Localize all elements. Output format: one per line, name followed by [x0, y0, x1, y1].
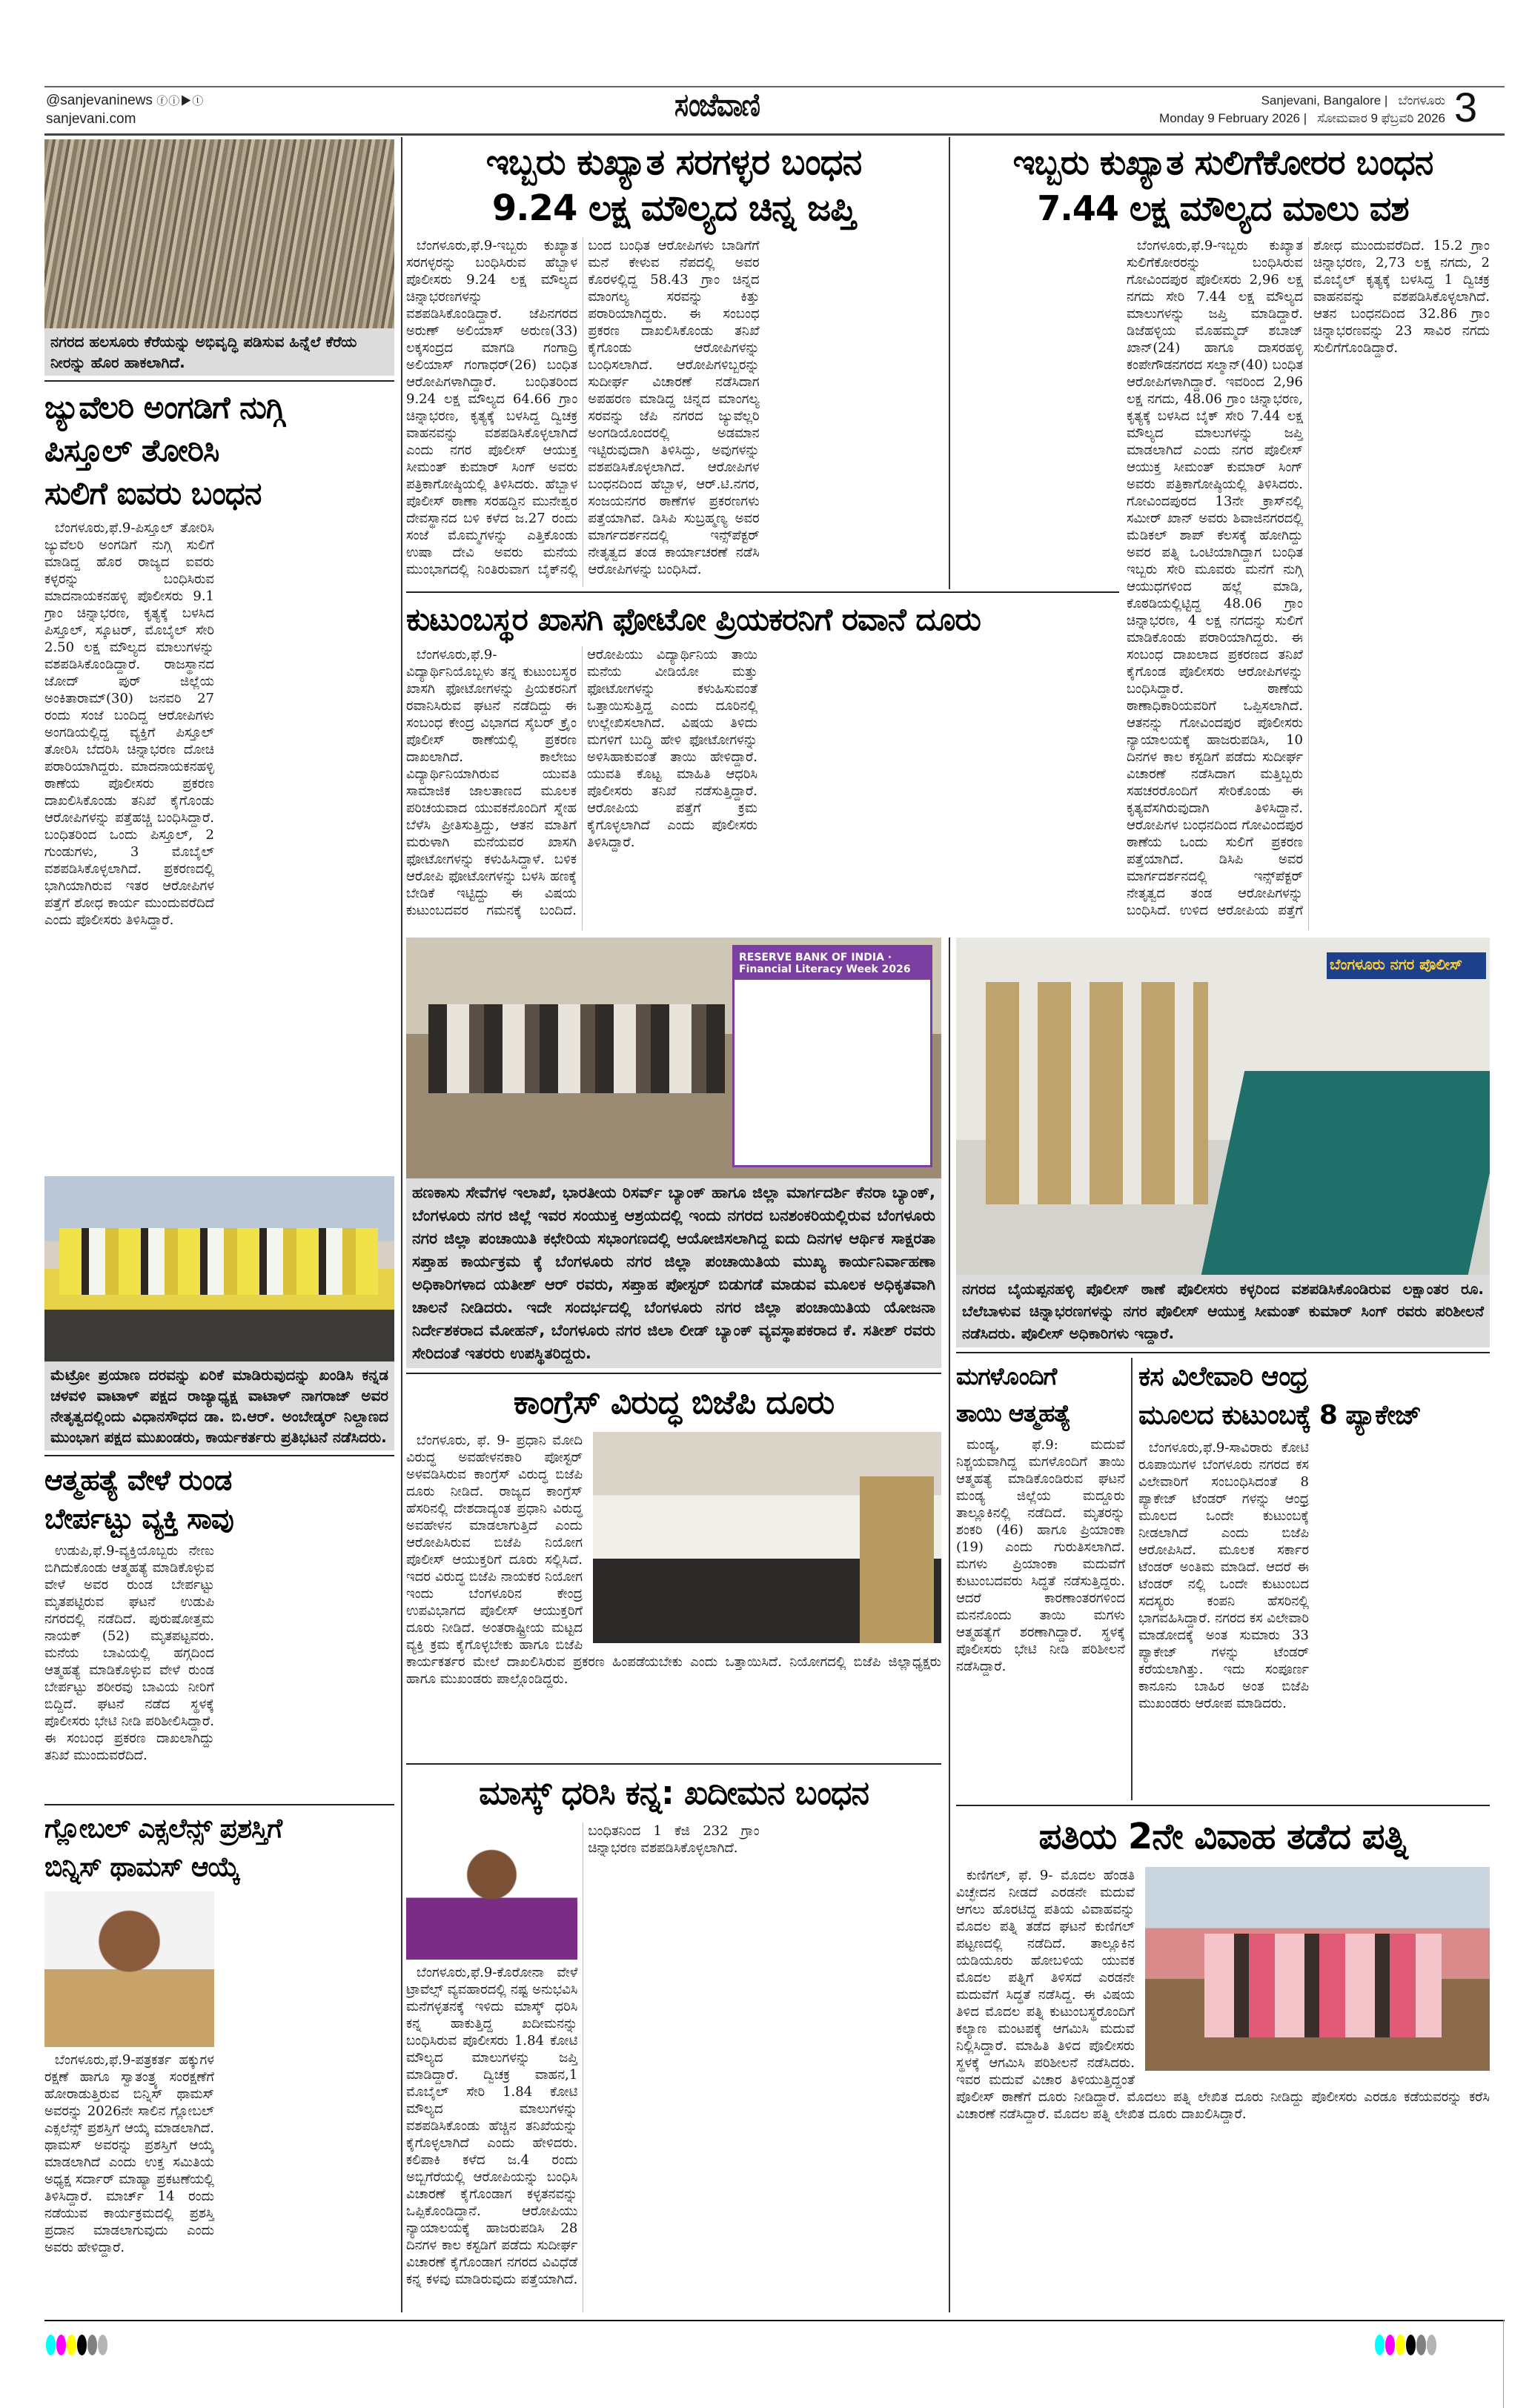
global-headline: ಗ್ಲೋಬಲ್ ಎಕ್ಸಲೆನ್ಸ್ ಪ್ರಶಸ್ತಿಗೆ ಬಿನ್ನಿಸ್ ಥಾಮಸ್ ಆಯ್ಕೆ	[44, 1814, 282, 1883]
mother-suicide-headline: ಮಗಳೊಂದಿಗೆ ತಾಯಿ ಆತ್ಮಹತ್ಯೆ	[956, 1362, 1071, 1427]
family-photo-headline: ಕುಟುಂಬಸ್ಥರ ಖಾಸಗಿ ಫೋಟೋ ಪ್ರಿಯಕರನಿಗೆ ರವಾನೆ ದೂರು	[406, 601, 981, 637]
bjp-delegation-photo	[593, 1432, 941, 1643]
light-gray-swatch	[1427, 2335, 1436, 2355]
logo: ಸಂಜೆವಾಣಿ	[674, 87, 760, 124]
cyan-swatch	[46, 2335, 56, 2355]
date-en: Monday 9 February 2026 |	[1159, 111, 1307, 125]
edition-kn: ಬೆಂಗಳೂರು	[1398, 93, 1445, 107]
police-banner: ಬೆಂಗಳೂರು ನಗರ ಪೊಲೀಸ್	[1327, 952, 1486, 979]
wedding-crowd-photo	[1145, 1867, 1490, 2071]
registration-marks-right	[1375, 2335, 1437, 2358]
youtube-icon[interactable]: ▶	[180, 95, 193, 107]
edition: Sanjevani, Bangalore |	[1261, 93, 1388, 107]
magenta-swatch	[56, 2335, 66, 2355]
robbers-headline: ಇಬ್ಬರು ಕುಖ್ಯಾತ ಸುಲಿಗೆಕೋರರ ಬಂಧನ 7.44 ಲಕ್ಷ ಮೌಲ್ಯದ ಮಾಲು ವಶ	[1012, 142, 1433, 228]
global-article: ಬೆಂಗಳೂರು,ಫೆ.9-ಪತ್ರಕರ್ತ ಹಕ್ಕುಗಳ ರಕ್ಷಣೆ ಹಾಗೂ ಸ್ವಾತಂತ್ರ್ಯ ಸಂರಕ್ಷಣೆಗೆ ಹೋರಾಡುತ್ತಿರುವ ಬಿನ್ನಿಸ್ ಥಾಮಸ್ ಅವರನ್ನು 2026ನೇ ಸಾಲಿನ ಗ್ಲೋಬಲ್ ಎಕ್ಸಲೆನ್ಸ್ ಪ್ರಶಸ್ತಿಗೆ ಆಯ್ಕೆ ಮಾಡಲಾಗಿದೆ. ಥಾಮಸ್ ಅವರನ್ನು ಪ್ರಶಸ್ತಿಗೆ ಆಯ್ಕೆ ಮಾಡಲಾಗಿದೆ ಎಂದು ಉಕ್ತ ಸಮಿತಿಯ ಅಧ್ಯಕ್ಷ ಸರ್ದಾರ್ ಮಾಹ್ಯಾ ಪ್ರಕಟಣೆಯಲ್ಲಿ ತಿಳಿಸಿದ್ದಾರೆ. ಮಾರ್ಚ್ 14 ರಂದು ನಡೆಯುವ ಕಾರ್ಯಕ್ರಮದಲ್ಲಿ ಪ್ರಶಸ್ತಿ ಪ್ರದಾನ ಮಾಡಲಾಗುವುದು ಎಂದು ಅವರು ಹೇಳಿದ್ದಾರೆ.	[44, 1891, 394, 2312]
police-caption: ನಗರದ ಬೈಯಪ್ಪನಹಳ್ಳಿ ಪೊಲೀಸ್ ಠಾಣೆ ಪೊಲೀಸರು ಕಳ್ಳರಿಂದ ವಶಪಡಿಸಿಕೊಂಡಿರುವ ಲಕ್ಷಾಂತರ ರೂ. ಬೆಲೆಬಾಳುವ ಚಿನ್ನಾಭರಣಗಳನ್ನು ನಗರ ಪೊಲೀಸ್ ಆಯುಕ್ತ ಸೀಮಂತ್ ಕುಮಾರ್ ಸಿಂಗ್ ರವರು ಪರಿಶೀಲನೆ ನಡೆಸಿದರು. ಪೊಲೀಸ್ ಅಧಿಕಾರಿಗಳು ಇದ್ದಾರೆ.	[956, 1275, 1490, 1347]
twitter-icon[interactable]: ⓣ	[192, 95, 205, 107]
robbers-article: ಬೆಂಗಳೂರು,ಫೆ.9-ಇಬ್ಬರು ಕುಖ್ಯಾತ ಸುಲಿಗೆಕೋರರನ್ನು ಬಂಧಿಸಿರುವ ಗೋವಿಂದಪುರ ಪೊಲೀಸರು 2,96 ಲಕ್ಷ ನಗದು ಸೇರಿ 7.44 ಲಕ್ಷ ಮೌಲ್ಯದ ಮಾಲುಗಳನ್ನು ಜಪ್ತಿ ಮಾಡಿದ್ದಾರೆ. ಡಿಜೆಹಳ್ಳಿಯ ಮೊಹಮ್ಮದ್ ಶಬಾಜ್ ಖಾನ್(24) ಹಾಗೂ ದಾಸರಹಳ್ಳಿ ಕಂಪೇಗೌಡನಗರದ ಸಲ್ಮಾನ್(40) ಬಂಧಿತ ಆರೋಪಿಗಳಾಗಿದ್ದಾರೆ. ಇವರಿಂದ 2,96 ಲಕ್ಷ ನಗದು, 48.06 ಗ್ರಾಂ ಚಿನ್ನಾಭರಣ, ಕೃತ್ಯಕ್ಕೆ ಬಳಸಿದ ಬೈಕ್ ಸೇರಿ 7.44 ಲಕ್ಷ ಮೌಲ್ಯದ ಮಾಲುಗಳನ್ನು ಜಪ್ತಿ ಮಾಡಲಾಗಿದೆ ಎಂದು ನಗರ ಪೊಲೀಸ್ ಆಯುಕ್ತ ಸೀಮಂತ್ ಕುಮಾರ್ ಸಿಂಗ್ ಅವರು ಪತ್ರಿಕಾಗೋಷ್ಠಿಯಲ್ಲಿ ತಿಳಿಸಿದರು. ಗೋವಿಂದಪುರದ 13ನೇ ಕ್ರಾಸ್‌ನಲ್ಲಿ ಸಮೀರ್ ಖಾನ್ ಅವರು ಶಿವಾಜಿನಗರದಲ್ಲಿ ಮೆಡಿಕಲ್ ಶಾಪ್ ಕೆಲಸಕ್ಕೆ ಹೋಗಿದ್ದು ಅವರ ಪತ್ನಿ ಒಂಟಿಯಾಗಿದ್ದಾಗ ಬಂಧಿತ ಇಬ್ಬರು ಸೇರಿ ಮೂವರು ಮನೆಗೆ ನುಗ್ಗಿ ಆಯುಧಗಳಿಂದ ಹಲ್ಲೆ ಮಾಡಿ, ಕೊಠಡಿಯಲ್ಲಿಟ್ಟಿದ್ದ 48.06 ಗ್ರಾಂ ಚಿನ್ನಾಭರಣ, 4 ಲಕ್ಷ ನಗದನ್ನು ಸುಲಿಗೆ ಮಾಡಿಕೊಂಡು ಪರಾರಿಯಾಗಿದ್ದರು. ಈ ಸಂಬಂಧ ದಾಖಲಾದ ಪ್ರಕರಣದ ತನಿಖೆ ಕೈಗೊಂಡ ಪೊಲೀಸರು ಆರೋಪಿಗಳನ್ನು ಬಂಧಿಸಿದ್ದಾರೆ. ಠಾಣೆಯ ಠಾಣಾಧಿಕಾರಿಯವರಿಗೆ ಒಪ್ಪಿಸಲಾಗಿದೆ. ಆತನನ್ನು ಗೋವಿಂದಪುರ ಪೊಲೀಸರು ನ್ಯಾಯಾಲಯಕ್ಕೆ ಹಾಜರುಪಡಿಸಿ, 10 ದಿನಗಳ ಕಾಲ ಕಸ್ಟಡಿಗೆ ಪಡೆದು ಸುದೀರ್ಘ ವಿಚಾರಣೆ ನಡೆಸಿದಾಗ ಮತ್ತಿಬ್ಬರು ಸಹಚರರೊಂದಿಗೆ ಸೇರಿಕೊಂಡು ಈ ಕೃತ್ಯವೆಸಗಿರುವುದಾಗಿ ತಿಳಿಸಿದ್ದಾನೆ. ಆರೋಪಿಗಳ ಬಂಧನದಿಂದ ಗೋವಿಂದಪುರ ಠಾಣೆಯ ಒಂದು ಸುಲಿಗೆ ಪ್ರಕರಣ ಪತ್ತೆಯಾಗಿದೆ. ಡಿಸಿಪಿ ಅವರ ಮಾರ್ಗದರ್ಶನದಲ್ಲಿ ಇನ್ಸ್‌ಪೆಕ್ಟರ್ ನೇತೃತ್ವದ ತಂಡ ಆರೋಪಿಗಳನ್ನು ಬಂಧಿಸಿದೆ. ಉಳಿದ ಆರೋಪಿಯ ಪತ್ತೆಗೆ ಶೋಧ ಮುಂದುವರೆದಿದೆ. 15.2 ಗ್ರಾಂ ಚಿನ್ನಾಭರಣ, 2,73 ಲಕ್ಷ ನಗದು, 2 ಮೊಬೈಲ್ ಕೃತ್ಯಕ್ಕೆ ಬಳಸಿದ್ದ 1 ದ್ವಿಚಕ್ರ ವಾಹನವನ್ನು ವಶಪಡಿಸಿಕೊಳ್ಳಲಾಗಿದೆ. ಆತನ ಬಂಧನದಿಂದ 32.86 ಗ್ರಾಂ ಚಿನ್ನಾಭರಣವನ್ನು 23 ಸಾವಿರ ನಗದು ಸುಲಿಗೆಗೊಂಡಿದ್ದಾರೆ.	[1127, 238, 1490, 918]
magenta-swatch	[1385, 2335, 1395, 2355]
robbers-lead-column	[956, 237, 1121, 930]
social-icons	[156, 95, 204, 107]
registration-marks-left	[46, 2335, 108, 2358]
cyan-swatch	[1375, 2335, 1385, 2355]
event-banner: RESERVE BANK OF INDIA · Financial Literacy Week 2026	[735, 947, 930, 980]
yellow-swatch	[67, 2335, 76, 2355]
gray-swatch	[87, 2335, 97, 2355]
event-caption: ಹಣಕಾಸು ಸೇವೆಗಳ ಇಲಾಖೆ, ಭಾರತೀಯ ರಿಸರ್ವ್ ಬ್ಯಾಂಕ್ ಹಾಗೂ ಜಿಲ್ಲಾ ಮಾರ್ಗದರ್ಶಿ ಕೆನರಾ ಬ್ಯಾಂಕ್, ಬೆಂಗಳೂರು ನಗರ ಜಿಲ್ಲೆ ಇವರ ಸಂಯುಕ್ತ ಆಶ್ರಯದಲ್ಲಿ ಇಂದು ನಗರದ ಬನಶಂಕರಿಯಲ್ಲಿರುವ ಬೆಂಗಳೂರು ನಗರ ಜಿಲ್ಲಾ ಪಂಚಾಯಿತಿ ಕಛೇರಿಯ ಸಭಾಂಗಣದಲ್ಲಿ ಆಯೋಜಿಸಲಾಗಿದ್ದ ಐದು ದಿನಗಳ ಆರ್ಥಿಕ ಸಾಕ್ಷರತಾ ಸಪ್ತಾಹ ಕಾರ್ಯಕ್ರಮ ಕ್ಕೆ ಬೆಂಗಳೂರು ನಗರ ಜಿಲ್ಲಾ ಪಂಚಾಯಿತಿಯ ಮುಖ್ಯ ಕಾರ್ಯನಿರ್ವಾಹಣಾ ಅಧಿಕಾರಿಗಳಾದ ಯತೀಶ್ ಆರ್ ರವರು, ಸಪ್ತಾಹ ಪೋಸ್ಟರ್ ಬಿಡುಗಡೆ ಮಾಡುವ ಮೂಲಕ ಅಧಿಕೃತವಾಗಿ ಚಾಲನೆ ನೀಡಿದರು. ಇದೇ ಸಂದರ್ಭದಲ್ಲಿ ಬೆಂಗಳೂರು ನಗರ ಜಿಲ್ಲಾ ಪಂಚಾಯಿತಿಯ ಯೋಜನಾ ನಿರ್ದೇಶಕರಾದ ಮೋಹನ್, ಬೆಂಗಳೂರು ನಗರ ಜಿಲಾ ಲೀಡ್ ಬ್ಯಾಂಕ್ ವ್ಯವಸ್ಥಾಪಕರಾದ ಕೆ. ಸತೀಶ್ ರವರು ಸೇರಿದಂತೆ ಇತರರು ಉಪಸ್ಥಿತರಿದ್ದರು.	[406, 1178, 941, 1368]
masthead-left	[46, 92, 204, 128]
binnis-thomas-photo	[44, 1891, 214, 2047]
family-photo-article: ಬೆಂಗಳೂರು,ಫೆ.9-ವಿದ್ಯಾರ್ಥಿನಿಯೊಬ್ಬಳು ತನ್ನ ಕುಟುಂಬಸ್ಥರ ಖಾಸಗಿ ಫೋಟೋಗಳನ್ನು ಪ್ರಿಯಕರನಿಗೆ ರವಾನಿಸಿರುವ ಘಟನೆ ನಡೆದಿದ್ದು ಈ ಸಂಬಂಧ ಕೇಂದ್ರ ವಿಭಾಗದ ಸೈಬರ್ ಕ್ರೈಂ ಪೊಲೀಸ್ ಠಾಣೆಯಲ್ಲಿ ಪ್ರಕರಣ ದಾಖಲಾಗಿದೆ. ಕಾಲೇಜು ವಿದ್ಯಾರ್ಥಿನಿಯಾಗಿರುವ ಯುವತಿ ಸಾಮಾಜಿಕ ಜಾಲತಾಣದ ಮೂಲಕ ಪರಿಚಯವಾದ ಯುವಕನೊಂದಿಗೆ ಸ್ನೇಹ ಬೆಳೆಸಿ ಪ್ರೀತಿಸುತ್ತಿದ್ದು, ಆತನ ಮಾತಿಗೆ ಮರುಳಾಗಿ ಮನೆಯವರ ಖಾಸಗಿ ಫೋಟೋಗಳನ್ನು ಕಳುಹಿಸಿದ್ದಾಳೆ. ಬಳಿಕ ಆರೋಪಿ ಫೋಟೋಗಳನ್ನು ಬಳಸಿ ಹಣಕ್ಕೆ ಬೇಡಿಕೆ ಇಟ್ಟಿದ್ದು ಈ ವಿಷಯ ಕುಟುಂಬದವರ ಗಮನಕ್ಕೆ ಬಂದಿದೆ. ಆರೋಪಿಯು ವಿದ್ಯಾರ್ಥಿನಿಯ ತಾಯಿ ಮನೆಯ ವೀಡಿಯೋ ಮತ್ತು ಫೋಟೋಗಳನ್ನು ಕಳುಹಿಸುವಂತೆ ಒತ್ತಾಯಿಸುತ್ತಿದ್ದ ಎಂದು ದೂರಿನಲ್ಲಿ ಉಲ್ಲೇಖಿಸಲಾಗಿದೆ. ವಿಷಯ ತಿಳಿದು ಮಗಳಿಗೆ ಬುದ್ಧಿ ಹೇಳಿ ಫೋಟೋಗಳನ್ನು ಅಳಿಸಿಹಾಕುವಂತೆ ತಾಯಿ ಹೇಳಿದ್ದಾರೆ. ಯುವತಿ ಕೊಟ್ಟ ಮಾಹಿತಿ ಆಧರಿಸಿ ಪೊಲೀಸರು ತನಿಖೆ ನಡೆಸುತ್ತಿದ್ದಾರೆ. ಆರೋಪಿಯ ಪತ್ತೆಗೆ ಕ್ರಮ ಕೈಗೊಳ್ಳಲಾಗಿದೆ ಎಂದು ಪೊಲೀಸರು ತಿಳಿಸಿದ್ದಾರೆ.	[406, 647, 757, 918]
financial-literacy-event-photo	[406, 938, 941, 1178]
wife-stops-marriage-headline: ಪತಿಯ 2ನೇ ವಿವಾಹ ತಡೆದ ಪತ್ನಿ	[1038, 1816, 1407, 1857]
date-kn: ಸೋಮವಾರ 9 ಫೆಬ್ರವರಿ 2026	[1317, 111, 1445, 125]
facebook-icon[interactable]: ⓕ	[156, 95, 169, 107]
masthead-right	[1023, 92, 1445, 127]
black-swatch	[1406, 2335, 1416, 2355]
website[interactable]: sanjevani.com	[46, 111, 136, 127]
garbage-tender-headline: ಕಸ ವಿಲೇವಾರಿ ಆಂಧ್ರ ಮೂಲದ ಕುಟುಂಬಕ್ಕೆ 8 ಪ್ಯಾಕೇಜ್	[1138, 1361, 1422, 1430]
accused-photo	[406, 1822, 577, 1960]
light-gray-swatch	[98, 2335, 107, 2355]
jewel-article: ಬೆಂಗಳೂರು,ಫೆ.9-ಪಿಸ್ತೂಲ್ ತೋರಿಸಿ ಜ್ಯುವೆಲರಿ ಅಂಗಡಿಗೆ ನುಗ್ಗಿ ಸುಲಿಗೆ ಮಾಡಿದ್ದ ಹೊರ ರಾಜ್ಯದ ಐವರು ಕಳ್ಳರನ್ನು ಬಂಧಿಸಿರುವ ಮಾದನಾಯಕನಹಳ್ಳಿ ಪೊಲೀಸರು 9.1 ಗ್ರಾಂ ಚಿನ್ನಾಭರಣ, ಕೃತ್ಯಕ್ಕೆ ಬಳಸಿದ ಪಿಸ್ತೂಲ್, ಸ್ಕೂಟರ್, ಮೊಬೈಲ್ ಸೇರಿ 2.50 ಲಕ್ಷ ಮೌಲ್ಯದ ಮಾಲುಗಳನ್ನು ವಶಪಡಿಸಿಕೊಂಡಿದ್ದಾರೆ. ರಾಜಸ್ಥಾನದ ಜೋದ್ ಪುರ್ ಜಿಲ್ಲೆಯ ಅಂಕಿತಾರಾಮ್(30) ಜನವರಿ 27 ರಂದು ಸಂಜೆ ಬಂದಿದ್ದ ಆರೋಪಿಗಳು ಅಂಗಡಿಯಲ್ಲಿದ್ದ ವ್ಯಕ್ತಿಗೆ ಪಿಸ್ತೂಲ್ ತೋರಿಸಿ ಬೆದರಿಸಿ ಚಿನ್ನಾಭರಣ ದೋಚಿ ಪರಾರಿಯಾಗಿದ್ದರು. ಮಾದನಾಯಕನಹಳ್ಳಿ ಠಾಣೆಯ ಪೊಲೀಸರು ಪ್ರಕರಣ ದಾಖಲಿಸಿಕೊಂಡು ತನಿಖೆ ಕೈಗೊಂಡು ಆರೋಪಿಗಳನ್ನು ಪತ್ತೆಹಚ್ಚಿ ಬಂಧಿಸಿದ್ದಾರೆ. ಬಂಧಿತರಿಂದ ಒಂದು ಪಿಸ್ತೂಲ್, 2 ಗುಂಡುಗಳು, 3 ಮೊಬೈಲ್ ವಶಪಡಿಸಿಕೊಳ್ಳಲಾಗಿದೆ. ಪ್ರಕರಣದಲ್ಲಿ ಭಾಗಿಯಾಗಿರುವ ಇತರ ಆರೋಪಿಗಳ ಪತ್ತೆಗೆ ಶೋಧ ಕಾರ್ಯ ಮುಂದುವರೆದಿದೆ ಎಂದು ಪೊಲೀಸರು ತಿಳಿಸಿದ್ದಾರೆ.	[44, 520, 214, 928]
mask-thief-headline: ಮಾಸ್ಕ್ ಧರಿಸಿ ಕನ್ನ: ಖದೀಮನ ಬಂಧನ	[479, 1774, 869, 1812]
lake-caption: ನಗರದ ಹಲಸೂರು ಕೆರೆಯನ್ನು ಅಭಿವೃದ್ಧಿ ಪಡಿಸುವ ಹಿನ್ನೆಲೆ ಕೆರೆಯ ನೀರನ್ನು ಹೊರ ಹಾಕಲಾಗಿದೆ.	[44, 328, 394, 376]
wife-stops-marriage-article: ಕುಣಿಗಲ್, ಫೆ. 9- ಮೊದಲ ಹೆಂಡತಿ ವಿಚ್ಛೇದನ ನೀಡದೆ ಎರಡನೇ ಮದುವೆ ಆಗಲು ಹೊರಟಿದ್ದ ಪತಿಯ ವಿವಾಹವನ್ನು ಮೊದಲ ಪತ್ನಿ ತಡೆದ ಘಟನೆ ಕುಣಿಗಲ್ ಪಟ್ಟಣದಲ್ಲಿ ನಡೆದಿದೆ. ತಾಲ್ಲೂಕಿನ ಯಡಿಯೂರು ಹೋಬಳಿಯ ಯುವಕ ಮೊದಲ ಪತ್ನಿಗೆ ತಿಳಿಸದೆ ಎರಡನೇ ಮದುವೆಗೆ ಸಿದ್ಧತೆ ನಡೆಸಿದ್ದ. ಈ ವಿಷಯ ತಿಳಿದ ಮೊದಲ ಪತ್ನಿ ಕುಟುಂಬಸ್ಥರೊಂದಿಗೆ ಕಲ್ಯಾಣ ಮಂಟಪಕ್ಕೆ ಆಗಮಿಸಿ ಮದುವೆ ನಿಲ್ಲಿಸಿದ್ದಾರೆ. ಮಾಹಿತಿ ತಿಳಿದ ಪೊಲೀಸರು ಸ್ಥಳಕ್ಕೆ ಆಗಮಿಸಿ ಪರಿಶೀಲನೆ ನಡೆಸಿದರು. ಇವರ ಮದುವೆ ವಿಚಾರ ತಿಳಿಯುತ್ತಿದ್ದಂತೆ ಪೊಲೀಸ್ ಠಾಣೆಗೆ ದೂರು ನೀಡಿದ್ದಾರೆ. ಮೊದಲು ಪತ್ನಿ ಲೇಖಿತ ದೂರು ನೀಡಿದ್ದು ಪೊಲೀಸರು ಎರಡೂ ಕಡೆಯವರನ್ನು ಕರೆಸಿ ವಿಚಾರಣೆ ನಡೆಸಿದ್ದಾರೆ. ಮೊದಲ ಪತ್ನಿ ಲೇಖಿತ ದೂರು ದಾಖಲಿಸಿದ್ದಾರೆ.	[956, 1868, 1490, 2122]
gray-swatch	[1416, 2335, 1426, 2355]
mother-suicide-article: ಮಂಡ್ಯ, ಫೆ.9: ಮದುವೆ ನಿಶ್ಚಯವಾಗಿದ್ದ ಮಗಳೊಂದಿಗೆ ತಾಯಿ ಆತ್ಮಹತ್ಯೆ ಮಾಡಿಕೊಂಡಿರುವ ಘಟನೆ ಮಂಡ್ಯ ಜಿಲ್ಲೆಯ ಮದ್ದೂರು ತಾಲ್ಲೂಕಿನಲ್ಲಿ ನಡೆದಿದೆ. ಮೃತರನ್ನು ಶಂಕರಿ (46) ಹಾಗೂ ಪ್ರಿಯಾಂಕಾ (19) ಎಂದು ಗುರುತಿಸಲಾಗಿದೆ. ಮಗಳು ಪ್ರಿಯಾಂಕಾ ಮದುವೆಗೆ ಕುಟುಂಬದವರು ಸಿದ್ಧತೆ ನಡೆಸುತ್ತಿದ್ದರು. ಆದರೆ ಕಾರಣಾಂತರಗಳಿಂದ ಮನನೊಂದು ತಾಯಿ ಮಗಳು ಆತ್ಮಹತ್ಯೆಗೆ ಶರಣಾಗಿದ್ದಾರೆ. ಸ್ಥಳಕ್ಕೆ ಪೊಲೀಸರು ಭೇಟಿ ನೀಡಿ ಪರಿಶೀಲನೆ ನಡೆಸಿದ್ದಾರೆ.	[956, 1437, 1125, 1674]
metro-caption: ಮೆಟ್ರೋ ಪ್ರಯಾಣ ದರವನ್ನು ಏರಿಕೆ ಮಾಡಿರುವುದನ್ನು ಖಂಡಿಸಿ ಕನ್ನಡ ಚಳವಳಿ ವಾಟಾಳ್ ಪಕ್ಷದ ರಾಜ್ಯಾಧ್ಯಕ್ಷ ವಾಟಾಳ್ ನಾಗರಾಜ್ ಅವರ ನೇತೃತ್ವದಲ್ಲಿಂದು ವಿಧಾನಸೌಧದ ಡಾ. ಬಿ.ಆರ್. ಅಂಬೇಡ್ಕರ್ ನಿಲ್ದಾಣದ ಮುಂಭಾಗ ಪಕ್ಷದ ಮುಖಂಡರು, ಕಾರ್ಯಕರ್ತರು ಪ್ರತಿಭಟನೆ ನಡೆಸಿದರು.	[44, 1361, 394, 1450]
jewel-headline: ಜ್ಯುವೆಲರಿ ಅಂಗಡಿಗೆ ನುಗ್ಗಿ ಪಿಸ್ತೂಲ್ ತೋರಿಸಿ ಸುಲಿಗೆ ಐವರು ಬಂಧನ	[44, 389, 285, 511]
yellow-swatch	[1396, 2335, 1405, 2355]
social-handle[interactable]: @sanjevaninews	[46, 93, 153, 108]
congress-article: ಬೆಂಗಳೂರು, ಫೆ. 9- ಪ್ರಧಾನಿ ಮೋದಿ ವಿರುದ್ಧ ಅವಹೇಳನಕಾರಿ ಪೋಸ್ಟರ್ ಅಳವಡಿಸಿರುವ ಕಾಂಗ್ರೆಸ್ ವಿರುದ್ಧ ಬಿಜೆಪಿ ದೂರು ನೀಡಿದೆ. ರಾಜ್ಯದ ಕಾಂಗ್ರೆಸ್ ಹೆಸರಿನಲ್ಲಿ ದೇಶದಾದ್ಯಂತ ಪ್ರಧಾನಿ ವಿರುದ್ಧ ಅವಹೇಳನ ಮಾಡಲಾಗುತ್ತಿದೆ ಎಂದು ಆರೋಪಿಸಿರುವ ಬಿಜೆಪಿ ನಿಯೋಗ ಪೊಲೀಸ್ ಆಯುಕ್ತರಿಗೆ ದೂರು ಸಲ್ಲಿಸಿದೆ. ಇದರ ವಿರುದ್ಧ ಬಿಜೆಪಿ ನಾಯಕರ ನಿಯೋಗ ಇಂದು ಬೆಂಗಳೂರಿನ ಕೇಂದ್ರ ಉಪವಿಭಾಗದ ಪೊಲೀಸ್ ಆಯುಕ್ತರಿಗೆ ದೂರು ನೀಡಿದೆ. ಅಂತರಾಷ್ಟ್ರೀಯ ಮಟ್ಟದ ವ್ಯಕ್ತಿ ಕ್ರಮ ಕೈಗೊಳ್ಳಬೇಕು ಹಾಗೂ ಬಿಜೆಪಿ ಕಾರ್ಯಕರ್ತರ ಮೇಲೆ ದಾಖಲಿಸಿರುವ ಪ್ರಕರಣ ಹಿಂಪಡೆಯಬೇಕು ಎಂದು ಒತ್ತಾಯಿಸಿದೆ. ನಿಯೋಗದಲ್ಲಿ ಬಿಜೆಪಿ ಜಿಲ್ಲಾಧ್ಯಕ್ಷರು ಹಾಗೂ ಮುಖಂಡರು ಪಾಲ್ಗೊಂಡಿದ್ದರು.	[406, 1433, 941, 1687]
chain-snatchers-headline: ಇಬ್ಬರು ಕುಖ್ಯಾತ ಸರಗಳ್ಳರ ಬಂಧನ 9.24 ಲಕ್ಷ ಮೌಲ್ಯದ ಚಿನ್ನ ಜಪ್ತಿ	[485, 142, 862, 229]
garbage-tender-article: ಬೆಂಗಳೂರು,ಫೆ.9-ಸಾವಿರಾರು ಕೋಟಿ ರೂಪಾಯಿಗಳ ಬೆಂಗಳೂರು ನಗರದ ಕಸ ವಿಲೇವಾರಿಗೆ ಸಂಬಂಧಿಸಿದಂತೆ 8 ಪ್ಯಾಕೇಜ್ ಟೆಂಡರ್ ಗಳನ್ನು ಆಂಧ್ರ ಮೂಲದ ಒಂದೇ ಕುಟುಂಬಕ್ಕೆ ನೀಡಲಾಗಿದೆ ಎಂದು ಬಿಜೆಪಿ ಆರೋಪಿಸಿದೆ. ಮೂಲಕ ಸರ್ಕಾರ ಟೆಂಡರ್ ಅಂತಿಮ ಮಾಡಿದೆ. ಆದರೆ ಈ ಟೆಂಡರ್ ನಲ್ಲಿ ಒಂದೇ ಕುಟುಂಬದ ಸದಸ್ಯರು ಕಂಪನಿ ಹೆಸರಿನಲ್ಲಿ ಭಾಗವಹಿಸಿದ್ದಾರೆ. ನಗರದ ಕಸ ವಿಲೇವಾರಿ ಮಾಡೋದಕ್ಕೆ ಅಂತ ಸುಮಾರು 33 ಪ್ಯಾಕೇಜ್ ಗಳನ್ನು ಟೆಂಡರ್ ಕರೆಯಲಾಗಿತ್ತು. ಇದು ಸಂಪೂರ್ಣ ಕಾನೂನು ಬಾಹಿರ ಅಂತ ಬಿಜೆಪಿ ಮುಖಂಡರು ಆರೋಪ ಮಾಡಿದರು.	[1138, 1440, 1309, 1711]
suicide-headline: ಆತ್ಮಹತ್ಯೆ ವೇಳೆ ರುಂಡ ಬೇರ್ಪಟ್ಟು ವ್ಯಕ್ತಿ ಸಾವು	[44, 1463, 233, 1535]
metro-protest-photo	[44, 1176, 394, 1361]
mask-thief-article: ಬೆಂಗಳೂರು,ಫೆ.9-ಕೊರೋನಾ ವೇಳೆ ಟ್ರಾವೆಲ್ಸ್ ವ್ಯವಹಾರದಲ್ಲಿ ನಷ್ಟ ಅನುಭವಿಸಿ ಮನೆಗಳ್ಳತನಕ್ಕೆ ಇಳಿದು ಮಾಸ್ಕ್ ಧರಿಸಿ ಕನ್ನ ಹಾಕುತ್ತಿದ್ದ ಖದೀಮನನ್ನು ಬಂಧಿಸಿರುವ ಪೊಲೀಸರು 1.84 ಕೋಟಿ ಮೌಲ್ಯದ ಮಾಲುಗಳನ್ನು ಜಪ್ತಿ ಮಾಡಿದ್ದಾರೆ. ದ್ವಿಚಕ್ರ ವಾಹನ,1 ಮೊಬೈಲ್ ಸೇರಿ 1.84 ಕೋಟಿ ಮೌಲ್ಯದ ಮಾಲುಗಳನ್ನು ವಶಪಡಿಸಿಕೊಂಡು ಹೆಚ್ಚಿನ ತನಿಖೆಯನ್ನು ಕೈಗೊಳ್ಳಲಾಗಿದೆ ಎಂದು ಹೇಳಿದರು. ಕಲಿಪಾಕಿ ಕಳೆದ ಜ.4 ರಂದು ಅಬ್ಬಿಗೆರೆಯಲ್ಲಿ ಆರೋಪಿಯನ್ನು ಬಂಧಿಸಿ ವಿಚಾರಣೆ ಕೈಗೊಂಡಾಗ ಕಳ್ಳತನವನ್ನು ಒಪ್ಪಿಕೊಂಡಿದ್ದಾನೆ. ಆರೋಪಿಯು ನ್ಯಾಯಾಲಯಕ್ಕೆ ಹಾಜರುಪಡಿಸಿ 28 ದಿನಗಳ ಕಾಲ ಕಸ್ಟಡಿಗೆ ಪಡೆದು ಸುದೀರ್ಘ ವಿಚಾರಣೆ ಕೈಗೊಂಡಾಗ ನಗರದ ವಿವಿಧೆಡೆ ಕನ್ನ ಕಳವು ಮಾಡಿರುವುದು ಪತ್ತೆಯಾಗಿದೆ. ಬಂಧಿತನಿಂದ 1 ಕೆಜಿ 232 ಗ್ರಾಂ ಚಿನ್ನಾಭರಣ ವಶಪಡಿಸಿಕೊಳ್ಳಲಾಗಿದೆ.	[406, 1823, 760, 2287]
page-number: 3	[1454, 84, 1478, 130]
lake-photo	[44, 139, 394, 328]
suicide-article: ಉಡುಪಿ,ಫೆ.9-ವ್ಯಕ್ತಿಯೊಬ್ಬರು ನೇಣು ಬಿಗಿದುಕೊಂಡು ಆತ್ಮಹತ್ಯೆ ಮಾಡಿಕೊಳ್ಳುವ ವೇಳೆ ಅವರ ರುಂಡ ಬೇರ್ಪಟ್ಟು ಮೃತಪಟ್ಟಿರುವ ಘಟನೆ ಉಡುಪಿ ನಗರದಲ್ಲಿ ನಡೆದಿದೆ. ಪುರುಷೋತ್ತಮ ನಾಯಕ್ (52) ಮೃತಪಟ್ಟವರು. ಮನೆಯ ಬಾವಿಯಲ್ಲಿ ಹಗ್ಗದಿಂದ ಆತ್ಮಹತ್ಯೆ ಮಾಡಿಕೊಳ್ಳುವ ವೇಳೆ ರುಂಡ ಬೇರ್ಪಟ್ಟು ಶರೀರವು ಬಾವಿಯ ನೀರಿಗೆ ಬಿದ್ದಿದೆ. ಘಟನೆ ನಡೆದ ಸ್ಥಳಕ್ಕೆ ಪೊಲೀಸರು ಭೇಟಿ ನೀಡಿ ಪರಿಶೀಲಿಸಿದ್ದಾರೆ. ಈ ಸಂಬಂಧ ಪ್ರಕರಣ ದಾಖಲಾಗಿದ್ದು ತನಿಖೆ ಮುಂದುವರೆದಿದೆ.	[44, 1542, 214, 1763]
congress-headline: ಕಾಂಗ್ರೆಸ್ ವಿರುದ್ಧ ಬಿಜೆಪಿ ದೂರು	[513, 1384, 835, 1422]
instagram-icon[interactable]: ⓘ	[168, 95, 181, 107]
black-swatch	[77, 2335, 87, 2355]
chain-snatchers-article: ಬೆಂಗಳೂರು,ಫೆ.9-ಇಬ್ಬರು ಕುಖ್ಯಾತ ಸರಗಳ್ಳರನ್ನು ಬಂಧಿಸಿರುವ ಹೆಬ್ಬಾಳ ಪೊಲೀಸರು 9.24 ಲಕ್ಷ ಮೌಲ್ಯದ ಚಿನ್ನಾಭರಣಗಳನ್ನು ವಶಪಡಿಸಿಕೊಂಡಿದ್ದಾರೆ. ಜೆಪಿನಗರದ ಅರುಣ್ ಅಲಿಯಾಸ್ ಅರುಣ(33) ಲಕ್ಕಸಂದ್ರದ ಮಾಗಡಿ ಗಂಗಾದ್ರಿ ಅಲಿಯಾಸ್ ಗಂಗಾಧರ್(26) ಬಂಧಿತ ಆರೋಪಿಗಳಾಗಿದ್ದಾರೆ. ಬಂಧಿತರಿಂದ 9.24 ಲಕ್ಷ ಮೌಲ್ಯದ 64.66 ಗ್ರಾಂ ಚಿನ್ನಾಭರಣ, ಕೃತ್ಯಕ್ಕೆ ಬಳಸಿದ್ದ ದ್ವಿಚಕ್ರ ವಾಹನವನ್ನು ವಶಪಡಿಸಿಕೊಳ್ಳಲಾಗಿದೆ ಎಂದು ನಗರ ಪೊಲೀಸ್ ಆಯುಕ್ತ ಸೀಮಂತ್ ಕುಮಾರ್ ಸಿಂಗ್ ಅವರು ಪತ್ರಿಕಾಗೋಷ್ಠಿಯಲ್ಲಿ ತಿಳಿಸಿದರು. ಹೆಬ್ಬಾಳ ಪೊಲೀಸ್ ಠಾಣಾ ಸರಹದ್ದಿನ ಮುನೇಶ್ವರ ದೇವಸ್ಥಾನದ ಬಳಿ ಕಳೆದ ಜ.27 ರಂದು ಸಂಜೆ ಮೊಮ್ಮಗಳನ್ನು ಎತ್ತಿಕೊಂಡು ಉಷಾ ದೇವಿ ಅವರು ಮನೆಯ ಮುಂಭಾಗದಲ್ಲಿ ನಿಂತಿರುವಾಗ ಬೈಕ್‌ನಲ್ಲಿ ಬಂದ ಬಂಧಿತ ಆರೋಪಿಗಳು ಬಾಡಿಗೆಗೆ ಮನೆ ಕೇಳುವ ನೆಪದಲ್ಲಿ ಅವರ ಕೊರಳಲ್ಲಿದ್ದ 58.43 ಗ್ರಾಂ ಚಿನ್ನದ ಮಾಂಗಲ್ಯ ಸರವನ್ನು ಕಿತ್ತು ಪರಾರಿಯಾಗಿದ್ದರು. ಈ ಸಂಬಂಧ ಪ್ರಕರಣ ದಾಖಲಿಸಿಕೊಂಡು ತನಿಖೆ ಕೈಗೊಂಡು ಆರೋಪಿಗಳನ್ನು ಬಂಧಿಸಲಾಗಿದೆ. ಆರೋಪಿಗಳಿಬ್ಬರನ್ನು ಸುದೀರ್ಘ ವಿಚಾರಣೆ ನಡೆಸಿದಾಗ ಅಪಹರಣ ಮಾಡಿದ್ದ ಚಿನ್ನದ ಮಾಂಗಲ್ಯ ಸರವನ್ನು ಜೆಪಿ ನಗರದ ಜ್ಯುವೆಲ್ಲರಿ ಅಂಗಡಿಯೊಂದರಲ್ಲಿ ಅಡಮಾನ ಇಟ್ಟಿರುವುದಾಗಿ ತಿಳಿಸಿದ್ದು, ಅವುಗಳನ್ನು ವಶಪಡಿಸಿಕೊಳ್ಳಲಾಗಿದೆ. ಆರೋಪಿಗಳ ಬಂಧನದಿಂದ ಹೆಬ್ಬಾಳ, ಆರ್.ಟಿ.ನಗರ, ಸಂಜಯನಗರ ಠಾಣೆಗಳ ಪ್ರಕರಣಗಳು ಪತ್ತೆಯಾಗಿವೆ. ಡಿಸಿಪಿ ಸುಬ್ರಹ್ಮಣ್ಯ ಅವರ ಮಾರ್ಗದರ್ಶನದಲ್ಲಿ ಇನ್ಸ್‌ಪೆಕ್ಟರ್ ನೇತೃತ್ವದ ತಂಡ ಕಾರ್ಯಾಚರಣೆ ನಡೆಸಿ ಆರೋಪಿಗಳನ್ನು ಬಂಧಿಸಿದೆ.	[406, 238, 760, 577]
police-inspection-photo	[956, 938, 1490, 1275]
